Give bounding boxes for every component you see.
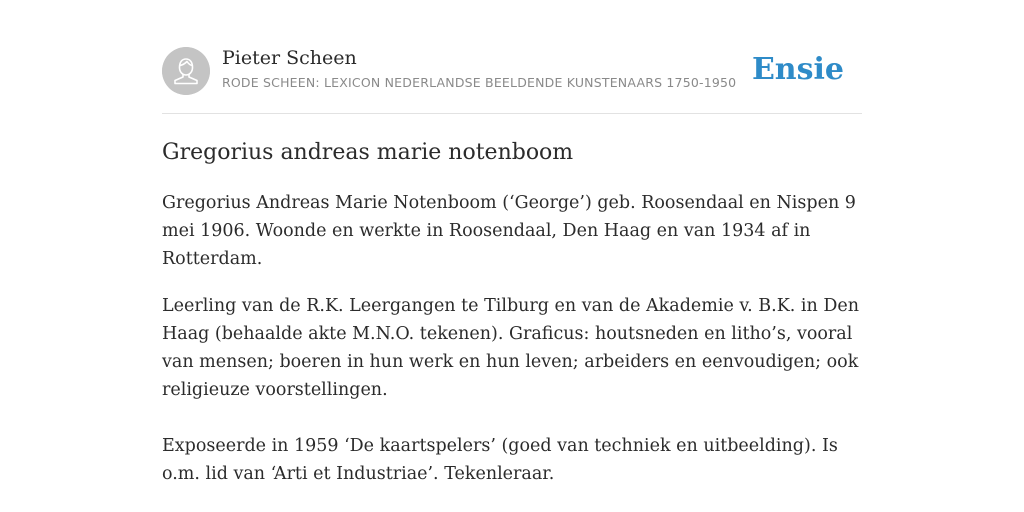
- article-paragraph: Gregorius Andreas Marie Notenboom (‘George’) geb. Roosendaal en Nispen 9 mei 1906. Woonde en werkte in Roosendaal, Den Haag en van 1934 af in Rotterdam.: [162, 193, 856, 269]
- article-title: Gregorius andreas marie notenboom: [162, 140, 574, 165]
- article-body: [162, 138, 862, 488]
- user-avatar-icon: [162, 47, 210, 95]
- ensie-logo[interactable]: Ensie: [751, 52, 844, 87]
- source-title[interactable]: RODE SCHEEN: LEXICON NEDERLANDSE BEELDENDE KUNSTENAARS 1750-1950: [222, 75, 737, 90]
- author-avatar[interactable]: [162, 47, 210, 95]
- article-paragraph: Leerling van de R.K. Leergangen te Tilburg en van de Akademie v. B.K. in Den Haag (behaalde akte M.N.O. tekenen). Graficus: houtsneden en litho’s, vooral van mensen; boeren in hun werk en hun leven; arbeiders en eenvoudigen; ook religieuze voorstellingen.: [162, 296, 860, 400]
- article-header: [162, 46, 862, 114]
- author-name[interactable]: Pieter Scheen: [222, 47, 357, 69]
- article-paragraph: Exposeerde in 1959 ‘De kaartspelers’ (goed van techniek en uitbeelding). Is o.m. lid van ‘Arti et Industriae’. Tekenleraar.: [162, 436, 838, 484]
